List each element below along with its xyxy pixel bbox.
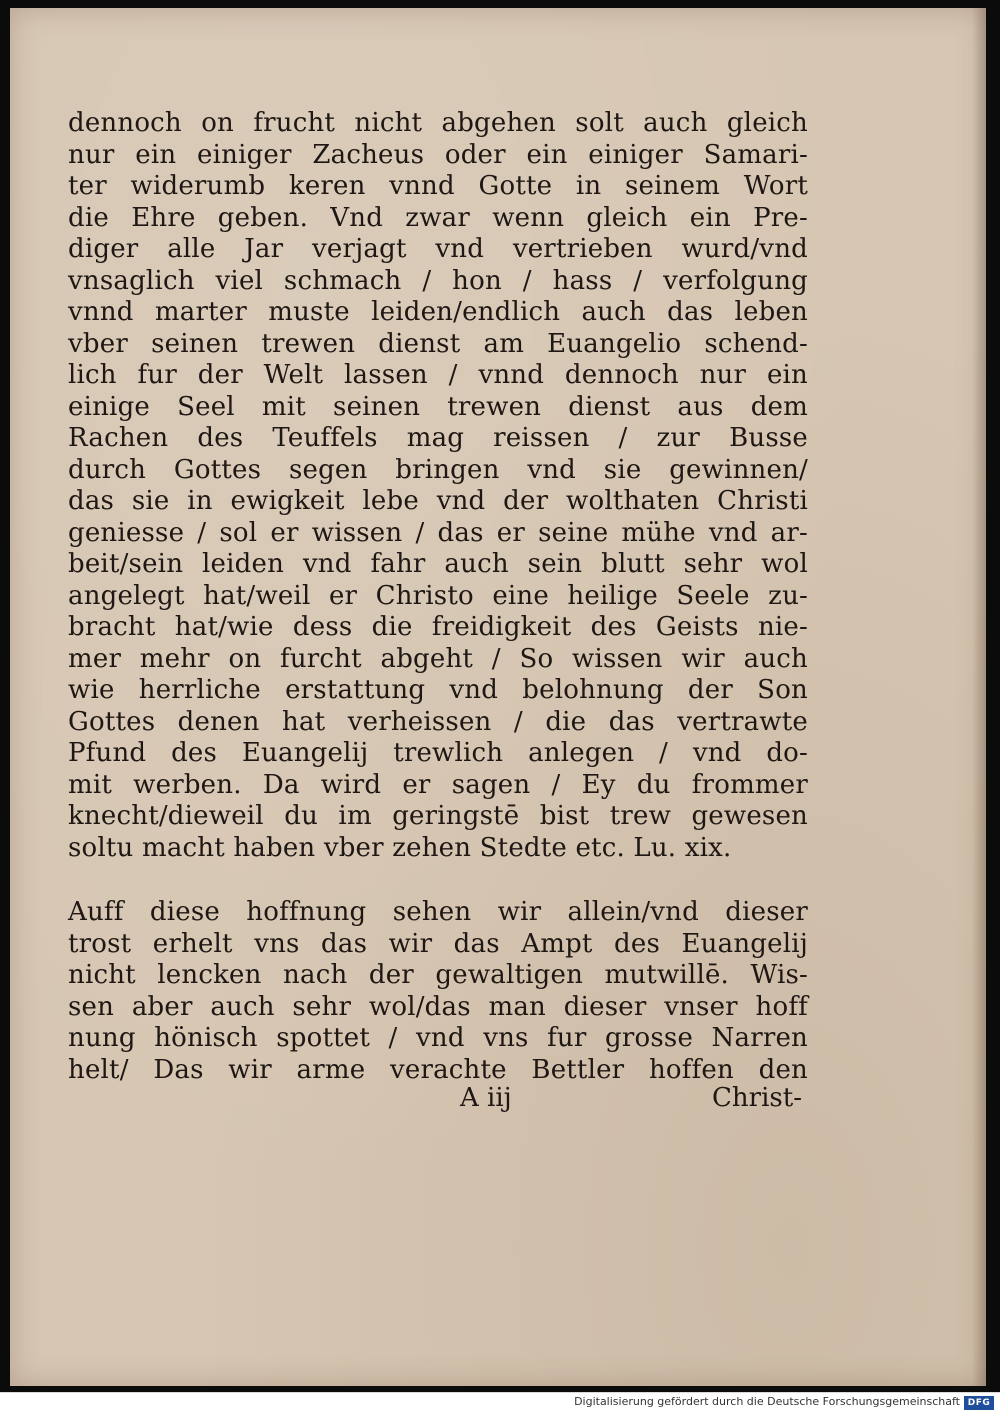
text-line: beit/sein leiden vnd fahr auch sein blutt sehr wol	[68, 549, 808, 579]
text-line: Auff diese hoffnung sehen wir allein/vnd dieser	[68, 897, 808, 927]
paragraph-gap	[68, 864, 808, 897]
text-line: ter widerumb keren vnnd Gotte in seinem Wort	[68, 171, 808, 201]
funding-credit: Digitalisierung gefördert durch die Deutsche Forschungsgemeinschaft	[574, 1395, 960, 1408]
digitization-footer	[0, 1392, 1000, 1414]
text-line: diger alle Jar verjagt vnd vertrieben wurd/vnd	[68, 234, 808, 264]
text-line: knecht/dieweil du im geringstē bist trew gewesen	[68, 801, 808, 831]
text-line: soltu macht haben vber zehen Stedte etc. Lu. xix.	[68, 832, 732, 863]
text-line: geniesse / sol er wissen / das er seine mühe vnd ar-	[68, 517, 808, 548]
text-line: durch Gottes segen bringen vnd sie gewinnen/	[68, 454, 808, 485]
signature-mark: A iij	[460, 1083, 512, 1113]
catchword: Christ-	[712, 1083, 802, 1113]
page-edge-shadow	[972, 8, 986, 1386]
text-line: das sie in ewigkeit lebe vnd der wolthaten Christi	[68, 486, 808, 516]
text-line: einige Seel mit seinen trewen dienst aus dem	[68, 391, 808, 422]
text-line: lich fur der Welt lassen / vnnd dennoch nur ein	[68, 360, 808, 390]
text-line: die Ehre geben. Vnd zwar wenn gleich ein Pre-	[68, 202, 808, 233]
text-line: vnsaglich viel schmach / hon / hass / verfolgung	[68, 265, 808, 296]
text-line: wie herrliche erstattung vnd belohnung der Son	[68, 675, 808, 705]
text-line: nicht lencken nach der gewaltigen mutwillē. Wis-	[68, 960, 808, 990]
page-text	[68, 108, 808, 1086]
text-line: mit werben. Da wird er sagen / Ey du frommer	[68, 769, 808, 800]
text-line: angelegt hat/weil er Christo eine heilige Seele zu-	[68, 580, 808, 611]
text-line: trost erhelt vns das wir das Ampt des Euangelij	[68, 928, 808, 959]
text-line: bracht hat/wie dess die freidigkeit des Geists nie-	[68, 612, 808, 642]
page-footer-line	[68, 1083, 808, 1117]
text-line: vnnd marter muste leiden/endlich auch das leben	[68, 297, 808, 327]
text-line: nur ein einiger Zacheus oder ein einiger Samari-	[68, 139, 808, 170]
paragraph-1	[68, 108, 808, 864]
text-line: vber seinen trewen dienst am Euangelio schend-	[68, 328, 808, 359]
text-line: Pfund des Euangelij trewlich anlegen / vnd do-	[68, 738, 808, 768]
paragraph-2	[68, 897, 808, 1086]
text-line: mer mehr on furcht abgeht / So wissen wir auch	[68, 643, 808, 674]
text-line: helt/ Das wir arme verachte Bettler hoffen den	[68, 1054, 808, 1085]
text-line: Rachen des Teuffels mag reissen / zur Busse	[68, 423, 808, 453]
book-page	[10, 8, 986, 1386]
dfg-logo: DFG	[964, 1396, 994, 1410]
text-line: nung hönisch spottet / vnd vns fur grosse Narren	[68, 1023, 808, 1053]
text-line: sen aber auch sehr wol/das man dieser vnser hoff	[68, 991, 808, 1022]
text-line: Gottes denen hat verheissen / die das vertrawte	[68, 706, 808, 737]
text-line: dennoch on frucht nicht abgehen solt auch gleich	[68, 108, 808, 138]
